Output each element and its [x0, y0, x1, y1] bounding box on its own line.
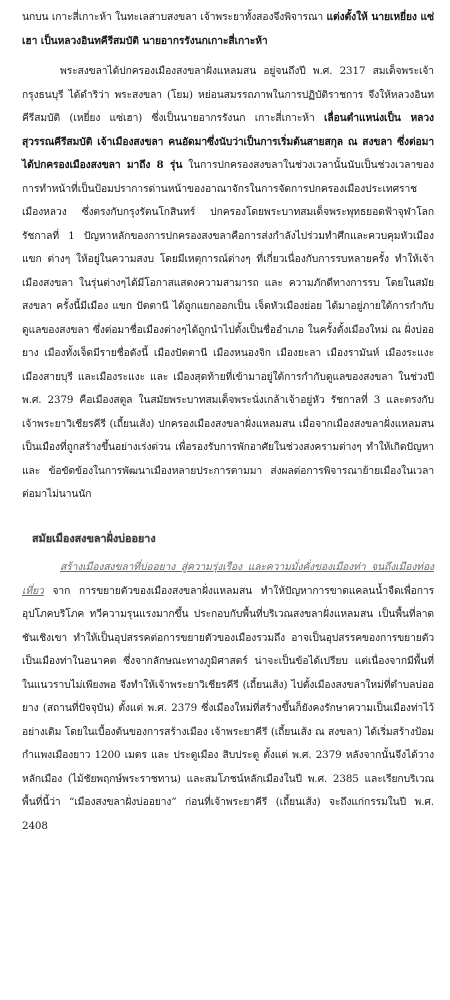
paragraph-songkhla-laemson: [22, 60, 434, 507]
paragraph-subheading: สร้างเมืองสงขลาที่บ่ออยาง สู่ความรุ่งเรือง และความมั่งคั่งของเมืองท่า จนถึงเมืองท่องเที่ยว: [22, 561, 434, 597]
section-heading: สมัยเมืองสงขลาฝั่งบ่ออยาง: [32, 532, 156, 545]
paragraph-text-3: จาก การขยายตัวของเมืองสงขลาฝั่งแหลมสน ทำให้ปัญหาการขาดแคลนน้ำจืดเพื่อการอุปโภคบริโภค ทวีความรุนแรงมากขึ้น ประกอบกับพื้นที่บริเวณสงขลาฝั่งแหลมสน เป็นพื้นที่ลาดชันเชิงเขา ทำให้เป็นอุปสรรคต่อการขยายตัวของเมืองรวมถึง อาจเป็นอุปสรรคของการขยายตัวเป็นเมืองท่าในอนาคต ซึ่งจากลักษณะทางภูมิศาสตร์ น่าจะเป็นข้อได้เปรียบ แต่เนื่องจากมีพื้นที่ในแนวราบไม่เพียงพอ จึงทำให้เจ้าพระยาวิเชียรคีรี (เถี้ยนเส้ง) ไปตั้งเมืองสงขลาใหม่ที่ตำบลบ่ออยาง (สถานที่ปัจจุบัน) ตั้งแต่ พ.ศ. 2379 ซึ่งเมืองใหม่ที่สร้างขึ้นก็ยังคงรักษาความเป็นเมืองท่าไว้อย่างเดิม โดยในเบื้องต้นของการสร้างเมือง เจ้าพระยาคีรี (เถี้ยนเส้ง ณ สงขลา) ได้เริ่มสร้างป้อม กำแพงเมืองยาว 1200 เมตร และ ประตูเมือง สิบประตู ตั้งแต่ พ.ศ. 2379 หลังจากนั้นจึงได้วางหลักเมือง (ไม้ชัยพฤกษ์พระราชทาน) และสมโภชน์หลักเมืองในปี พ.ศ. 2385 และเรียกบริเวณพื้นที่นี้ว่า “เมืองสงขลาฝั่งบ่ออยาง” ก่อนที่เจ้าพระยาคีรี (เถี้ยนเส้ง) จะถึงแก่กรรมในปี พ.ศ. 2408: [22, 584, 434, 832]
paragraph-text-1: พระสงขลาได้ปกครองเมืองสงขลาฝั่งแหลมสน อยู่จนถึงปี พ.ศ. 2317 สมเด็จพระเจ้ากรุงธนบุรี ได้ดำริว่า พระสงขลา (โยม) หย่อนสมรรถภาพในการปฏิบัติราชการ จึงให้หลวงอินทคีรีสมบัติ (เหยี่ยง แซ่เฮา) ซึ่งเป็นนายอากรรังนก เกาะสี่เกาะห้า: [22, 65, 434, 124]
paragraph-text-2: ในการปกครองสงขลาในช่วงเวลานั้นนับเป็นช่วงเวลาของการทำหน้าที่เป็นป้อมปราการด่านหน้าของอาณาจักรในการจัดการปกครองเมืองประเทศราช เมืองหลวง ซึ่งตรงกับกรุงรัตนโกสินทร์ ปกครองโดยพระบาทสมเด็จพระพุทธยอดฟ้าจุฬาโลก รัชกาลที่ 1 ปัญหาหลักของการปกครองสงขลาคือการส่งกำลังไปร่วมทำศึกและควบคุมหัวเมืองแขก ต่างๆ ให้อยู่ในความสงบ โดยมีเหตุการณ์ต่างๆ ที่เกี่ยวเนื่องกับการรบหลายครั้ง ทำให้เจ้าเมืองสงขลา ในรุ่นต่างๆได้มีโอกาสแสดงความสามารถ และ ความภักดีทางการรบ โดยในสมัยสงขลา ครั้งนี้มีเมือง แขก ปัตตานี ได้ถูกแยกออกเป็น เจ็ดหัวเมืองย่อย ได้มาอยู่ภายใต้การกำกับดูแลของสงขลา ซึ่งต่อมาชื่อเมืองต่างๆได้ถูกนำไปตั้งเป็นชื่ออำเภอ ในครั้งตั้งเมืองใหม่ ณ ฝั่งบ่ออยาง เมืองทั้งเจ็ดมีรายชื่อดังนี้ เมืองปัตตานี เมืองหนองจิก เมืองยะลา เมืองรามันห์ เมืองระแงะ เมืองสายบุรี และเมืองระแงะ และ เมืองสุดท้ายที่เข้ามาอยู่ใต้การกำกับดูแลของสงขลา ในช่วงปี พ.ศ. 2379 คือเมืองสตูล ในสมัยพระบาทสมเด็จพระนั่งเกล้าเจ้าอยู่หัว รัชกาลที่ 3 และตรงกับ เจ้าพระยาวิเชียรคีรี (เถี้ยนเส้ง) ปกครองเมืองสงขลาฝั่งแหลมสน เมื่อจากเมืองสงขลาฝั่งแหลมสนเป็นเมืองที่ถูกสร้างขึ้นอย่างเร่งด่วน เพื่อรองรับการพักอาศัยในช่วงสงครามต่างๆ ทำให้เกิดปัญหาและ ข้อขัดข้องในการพัฒนาเมืองหลายประการตามมา ส่งผลต่อการพิจารณาย้ายเมืองในเวลาต่อมาไม่นานนัก: [22, 159, 434, 500]
paragraph-boyang: [22, 556, 434, 838]
paragraph-intro-bold: แต่งตั้งให้ นายเหยี่ยง แซ่เฮา เป็นหลวงอินทคีรีสมบัติ นายอากรรังนกเกาะสี่เกาะห้า: [22, 11, 434, 47]
paragraph-intro-text: นกบน เกาะสี่เกาะห้า ในทะเลสาบสงขลา เจ้าพระยาทั้งสองจึงพิจารณา: [22, 11, 324, 23]
paragraph-intro: [22, 6, 434, 53]
paragraph-bold-1: เลื่อนตำแหน่งเป็น หลวงสุวรรณคีรีสมบัติ เจ้าเมืองสงขลา คนอัดมาซึ่งนับว่าเป็นการเริ่มต้นสายสกุล ณ สงขลา ซึ่งต่อมาได้ปกครองเมืองสงขลา มาถึง 8 รุ่น: [22, 112, 434, 171]
